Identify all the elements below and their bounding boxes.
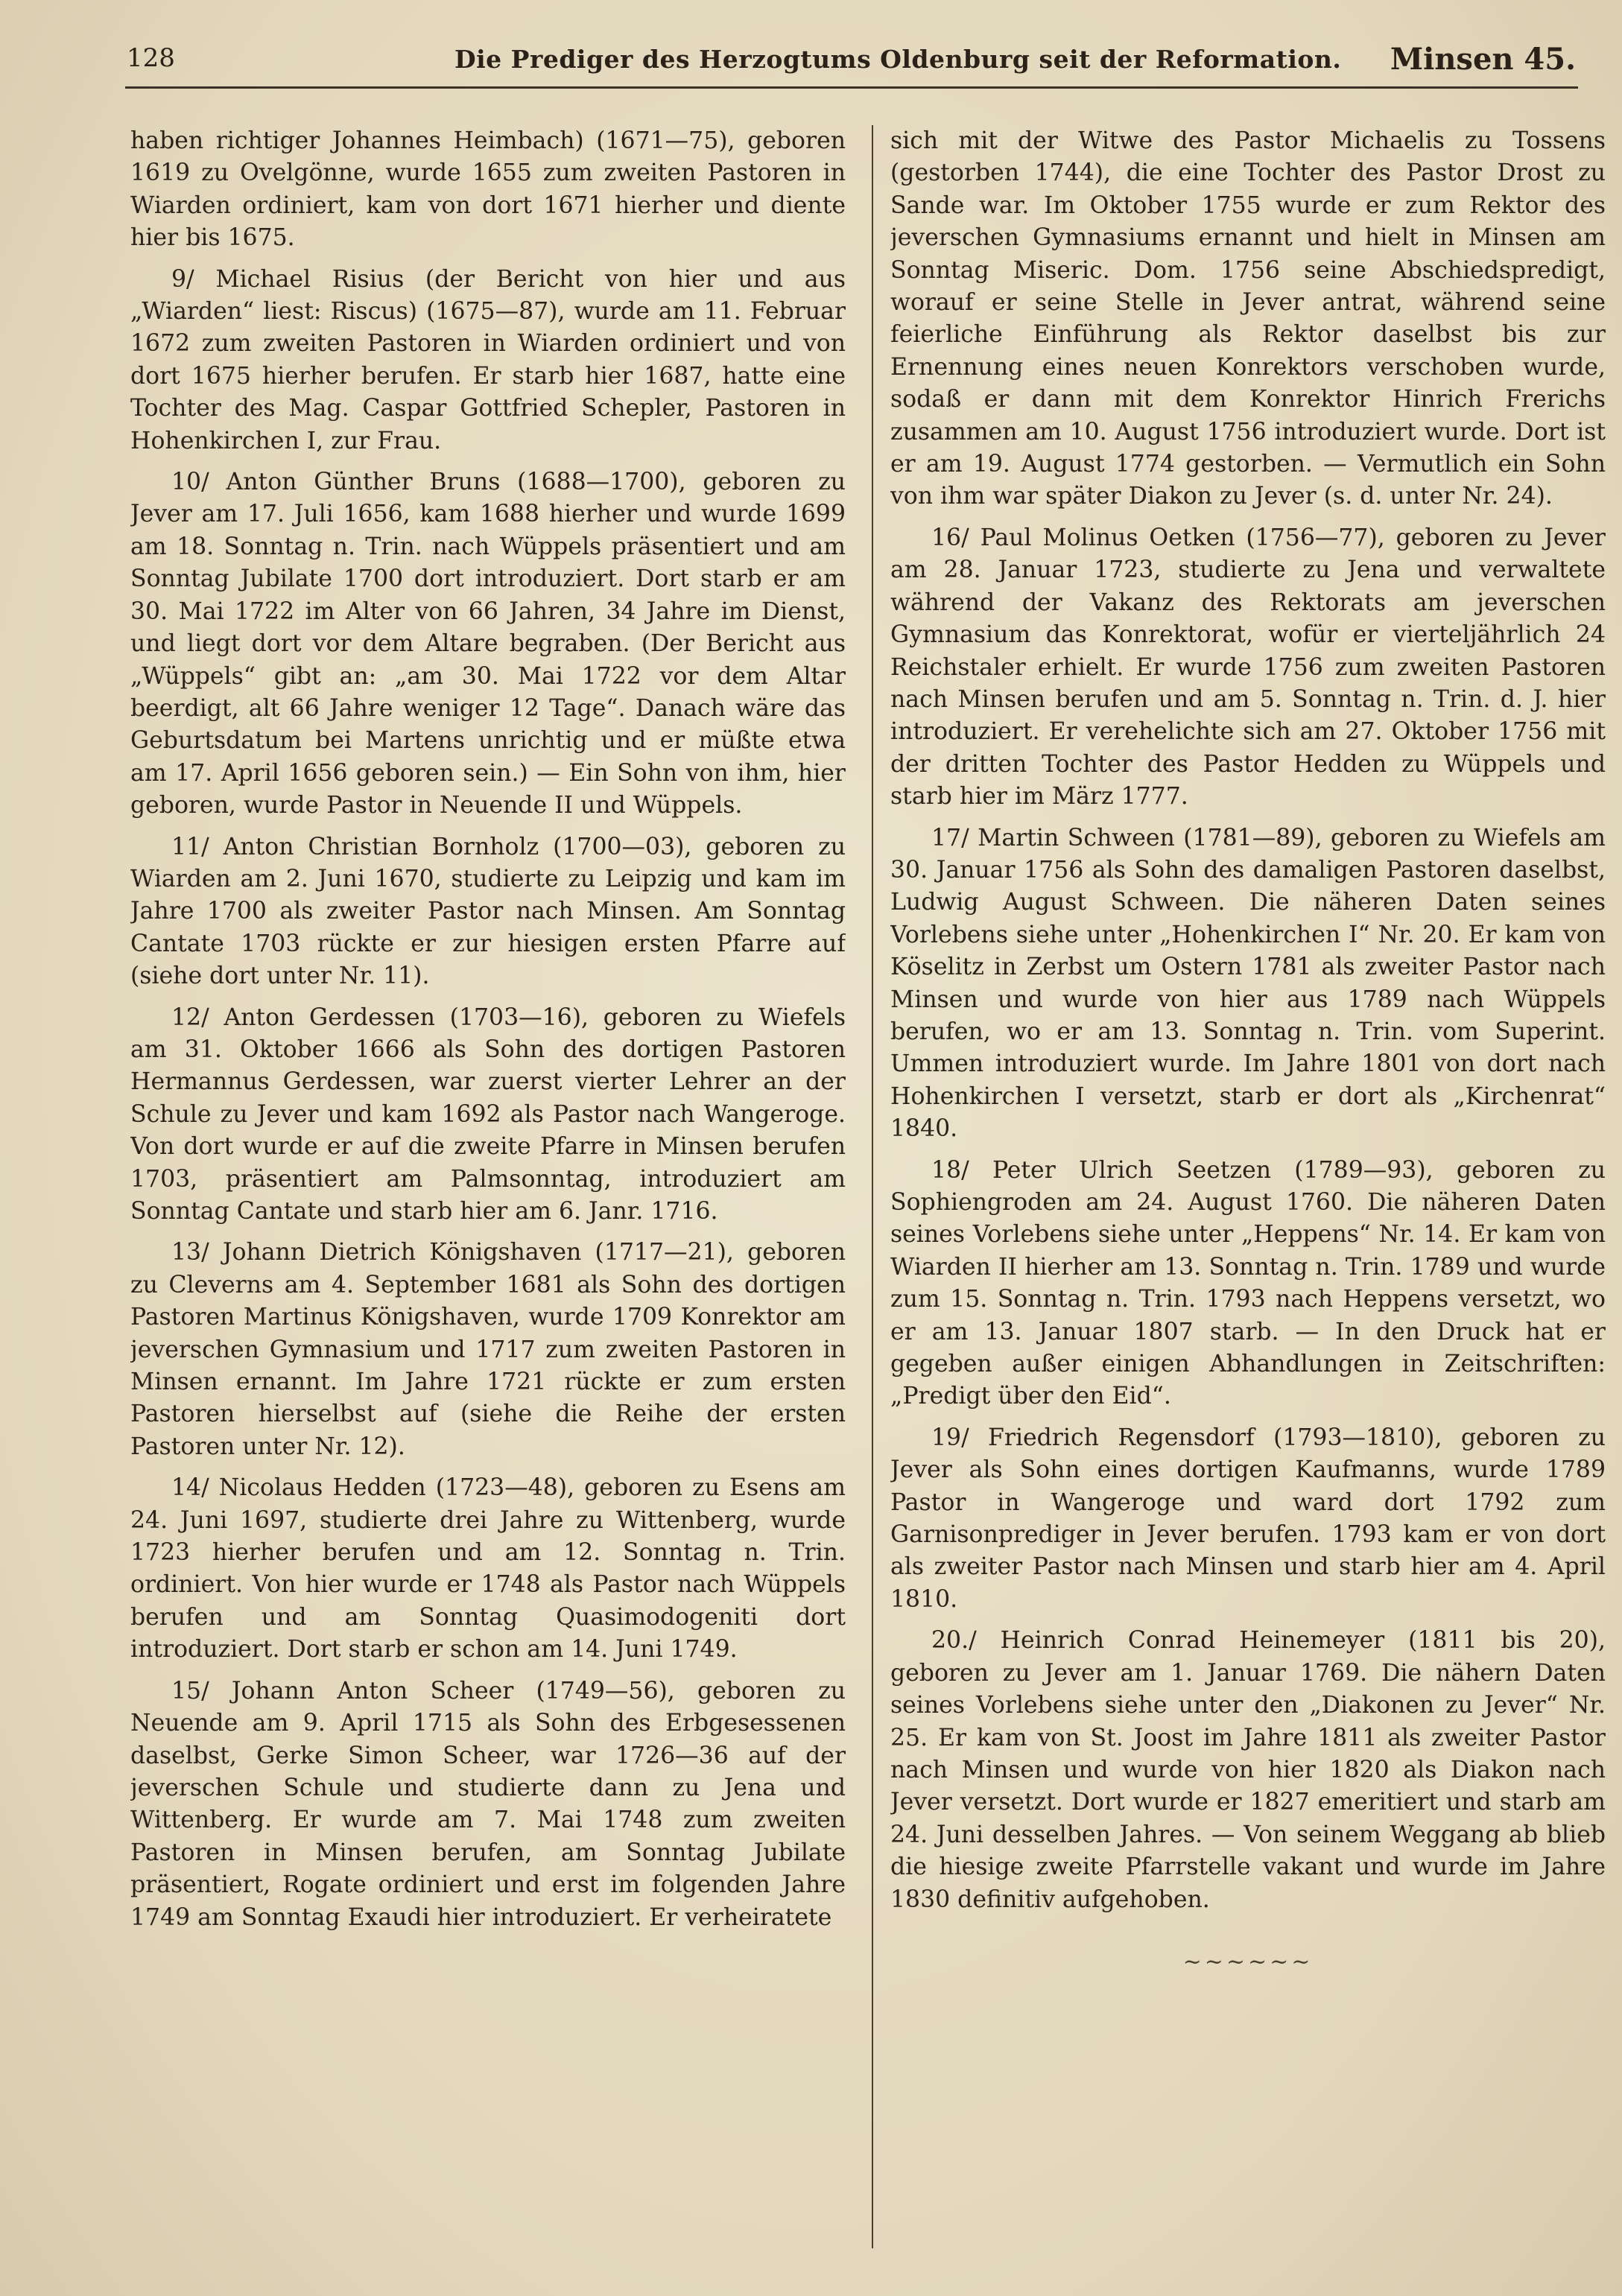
entry-paragraph: haben richtiger Johannes Heimbach) (1671—75), geboren 1619 zu Ovelgönne, wurde 1655 zum zweiten Pastoren in Wiarden ordiniert, kam von dort 1671 hierher und diente hier bis 1675. (130, 127, 846, 252)
entry-paragraph: 11/ Anton Christian Bornholz (1700—03), geboren zu Wiarden am 2. Juni 1670, studierte zu Leipzig und kam im Jahre 1700 als zweiter Pastor nach Minsen. Am Sonntag Cantate 1703 rückte er zur hiesigen ersten Pfarre auf (siehe dort unter Nr. 11). (130, 833, 846, 990)
entry-paragraph: 13/ Johann Dietrich Königshaven (1717—21), geboren zu Cleverns am 4. September 1681 als Sohn des dortigen Pastoren Martinus Königshaven, wurde 1709 Konrektor am jeverschen Gymnasium und 1717 zum zweiten Pastoren in Minsen ernannt. Im Jahre 1721 rückte er zum ersten Pastoren hierselbst auf (siehe die Reihe der ersten Pastoren unter Nr. 12). (130, 1239, 846, 1460)
page-header (127, 39, 1576, 83)
entry-paragraph: 19/ Friedrich Regensdorf (1793—1810), geboren zu Jever als Sohn eines dortigen Kaufmanns, wurde 1789 Pastor in Wangeroge und ward dort 1792 zum Garnisonprediger in Jever berufen. 1793 kam er von dort als zweiter Pastor nach Minsen und starb hier am 4. April 1810. (890, 1424, 1606, 1613)
page-number: 128 (127, 43, 175, 73)
entry-paragraph: 17/ Martin Schween (1781—89), geboren zu Wiefels am 30. Januar 1756 als Sohn des damaligen Pastoren daselbst, Ludwig August Schween. Die näheren Daten seines Vorlebens siehe unter „Hohenkirchen I“ Nr. 20. Er kam von Köselitz in Zerbst um Ostern 1781 als zweiter Pastor nach Minsen und wurde von hier aus 1789 nach Wüppels berufen, wo er am 13. Sonntag n. Trin. vom Superint. Ummen introduziert wurde. Im Jahre 1801 von dort nach Hohenkirchen I versetzt, starb er dort als „Kirchenrat“ 1840. (890, 824, 1606, 1143)
running-title: Die Prediger des Herzogtums Oldenburg seit der Reformation. (454, 45, 1342, 74)
entry-paragraph: 9/ Michael Risius (der Bericht von hier und aus „Wiarden“ liest: Riscus) (1675—87), wurde am 11. Februar 1672 zum zweiten Pastoren in Wiarden ordiniert und von dort 1675 hierher berufen. Er starb hier 1687, hatte eine Tochter des Mag. Caspar Gottfried Schepler, Pastoren in Hohenkirchen I, zur Frau. (130, 265, 846, 454)
entry-paragraph: sich mit der Witwe des Pastor Michaelis zu Tossens (gestorben 1744), die eine Tochter des Pastor Drost zu Sande war. Im Oktober 1755 wurde er zum Rektor des jeverschen Gymnasiums ernannt und hielt in Minsen am Sonntag Miseric. Dom. 1756 seine Abschiedspredigt, worauf er seine Stelle in Jever antrat, während seine feierliche Einführung als Rektor daselbst bis zur Ernennung eines neuen Konrektors verschoben wurde, sodaß er dann mit dem Konrektor Hinrich Frerichs zusammen am 10. August 1756 introduziert wurde. Dort ist er am 19. August 1774 gestorben. — Vermutlich ein Sohn von ihm war später Diakon zu Jever (s. d. unter Nr. 24). (890, 127, 1606, 510)
column-divider (872, 125, 873, 2248)
entry-paragraph: 12/ Anton Gerdessen (1703—16), geboren zu Wiefels am 31. Oktober 1666 als Sohn des dortigen Pastoren Hermannus Gerdessen, war zuerst vierter Lehrer an der Schule zu Jever und kam 1692 als Pastor nach Wangeroge. Von dort wurde er auf die zweite Pfarre in Minsen berufen 1703, präsentiert am Palmsonntag, introduziert am Sonntag Cantate und starb hier am 6. Janr. 1716. (130, 1003, 846, 1225)
entry-paragraph: 20./ Heinrich Conrad Heinemeyer (1811 bis 20), geboren zu Jever am 1. Januar 1769. Die nähern Daten seines Vorlebens siehe unter den „Diakonen zu Jever“ Nr. 25. Er kam von St. Joost im Jahre 1811 als zweiter Pastor nach Minsen und wurde von hier 1820 als Diakon nach Jever versetzt. Dort wurde er 1827 emeritiert und starb am 24. Juni desselben Jahres. — Von seinem Weggang ab blieb die hiesige zweite Pfarrstelle vakant und wurde im Jahre 1830 definitiv aufgehoben. (890, 1627, 1606, 1913)
section-heading: Minsen 45. (1390, 42, 1576, 77)
header-rule (125, 86, 1578, 89)
entry-paragraph: 15/ Johann Anton Scheer (1749—56), geboren zu Neuende am 9. April 1715 als Sohn des Erbgesessenen daselbst, Gerke Simon Scheer, war 1726—36 auf der jeverschen Schule und studierte dann zu Jena und Wittenberg. Er wurde am 7. Mai 1748 zum zweiten Pastoren in Minsen berufen, am Sonntag Jubilate präsentiert, Rogate ordiniert und erst im folgenden Jahre 1749 am Sonntag Exaudi hier introduziert. Er verheiratete (130, 1677, 846, 1931)
right-column (890, 125, 1606, 2256)
end-ornament: ~~~~~~ (1182, 1948, 1314, 1975)
entry-paragraph: 10/ Anton Günther Bruns (1688—1700), geboren zu Jever am 17. Juli 1656, kam 1688 hierher und wurde 1699 am 18. Sonntag n. Trin. nach Wüppels präsentiert und am Sonntag Jubilate 1700 dort introduziert. Dort starb er am 30. Mai 1722 im Alter von 66 Jahren, 34 Jahre im Dienst, und liegt dort vor dem Altare begraben. (Der Bericht aus „Wüppels“ gibt an: „am 30. Mai 1722 vor dem Altar beerdigt, alt 66 Jahre weniger 12 Tage“. Danach wäre das Geburtsdatum bei Martens unrichtig und er müßte etwa am 17. April 1656 geboren sein.) — Ein Sohn von ihm, hier geboren, wurde Pastor in Neuende II und Wüppels. (130, 469, 846, 819)
left-column (130, 125, 846, 2256)
entry-paragraph: 16/ Paul Molinus Oetken (1756—77), geboren zu Jever am 28. Januar 1723, studierte zu Jena und verwaltete während der Vakanz des Rektorats am jeverschen Gymnasium das Konrektorat, wofür er vierteljährlich 24 Reichstaler erhielt. Er wurde 1756 zum zweiten Pastoren nach Minsen berufen und am 5. Sonntag n. Trin. d. J. hier introduziert. Er verehelichte sich am 27. Oktober 1756 mit der dritten Tochter des Pastor Hedden zu Wüppels und starb hier im März 1777. (890, 524, 1606, 811)
entry-paragraph: 18/ Peter Ulrich Seetzen (1789—93), geboren zu Sophiengroden am 24. August 1760. Die näheren Daten seines Vorlebens siehe unter „Heppens“ Nr. 14. Er kam von Wiarden II hierher am 13. Sonntag n. Trin. 1789 und wurde zum 15. Sonntag n. Trin. 1793 nach Heppens versetzt, wo er am 13. Januar 1807 starb. — In den Druck hat er gegeben außer einigen Abhandlungen in Zeitschriften: „Predigt über den Eid“. (890, 1156, 1606, 1410)
entry-paragraph: 14/ Nicolaus Hedden (1723—48), geboren zu Esens am 24. Juni 1697, studierte drei Jahre zu Wittenberg, wurde 1723 hierher berufen und am 12. Sonntag n. Trin. ordiniert. Von hier wurde er 1748 als Pastor nach Wüppels berufen und am Sonntag Quasimodogeniti dort introduziert. Dort starb er schon am 14. Juni 1749. (130, 1474, 846, 1664)
